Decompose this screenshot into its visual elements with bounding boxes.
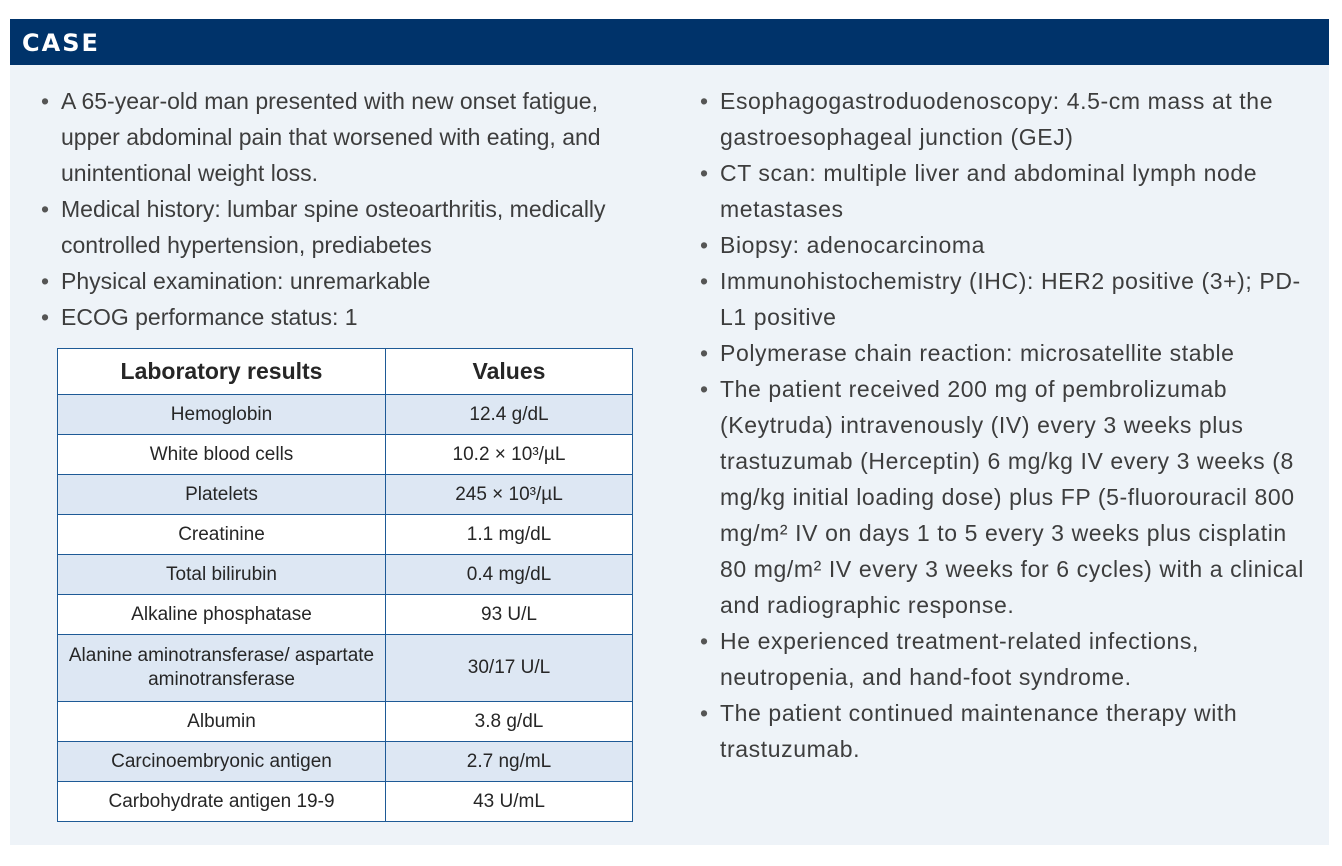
lab-test-name: Alkaline phosphatase — [58, 595, 386, 635]
lab-test-value: 12.4 g/dL — [386, 395, 633, 435]
lab-test-value: 93 U/L — [386, 595, 633, 635]
table-row — [58, 702, 633, 742]
table-row — [58, 395, 633, 435]
table-row — [58, 742, 633, 782]
lab-test-name: Hemoglobin — [58, 395, 386, 435]
bullet-adverse-events: • He experienced treatment-related infections, neutropenia, and hand-foot syndrome. — [700, 623, 1320, 695]
table-row — [58, 435, 633, 475]
bullet-ecog-status: • ECOG performance status: 1 — [41, 299, 661, 335]
case-header — [10, 19, 1329, 65]
case-card — [10, 19, 1329, 845]
lab-test-value: 245 × 10³/µL — [386, 475, 633, 515]
lab-test-name: Total bilirubin — [58, 555, 386, 595]
lab-test-name: Albumin — [58, 702, 386, 742]
bullet-medical-history: • Medical history: lumbar spine osteoarthritis, medically controlled hypertension, prediabetes — [41, 191, 661, 263]
table-row — [58, 782, 633, 822]
bullet-ihc: • Immunohistochemistry (IHC): HER2 positive (3+); PD-L1 positive — [700, 263, 1320, 335]
table-row — [58, 635, 633, 702]
bullet-presentation: • A 65-year-old man presented with new onset fatigue, upper abdominal pain that worsened with eating, and unintentional weight loss. — [41, 83, 661, 191]
lab-test-value: 10.2 × 10³/µL — [386, 435, 633, 475]
lab-test-name: Alanine aminotransferase/ aspartate aminotransferase — [58, 635, 386, 702]
bullet-ct-scan: • CT scan: multiple liver and abdominal lymph node metastases — [700, 155, 1320, 227]
bullet-pcr: • Polymerase chain reaction: microsatellite stable — [700, 335, 1320, 371]
bullet-biopsy: • Biopsy: adenocarcinoma — [700, 227, 1320, 263]
left-bullet-list — [41, 83, 661, 335]
bullet-endoscopy: • Esophagogastroduodenoscopy: 4.5-cm mass at the gastroesophageal junction (GEJ) — [700, 83, 1320, 155]
lab-results-table — [57, 348, 633, 822]
column-header-values: Values — [386, 349, 633, 395]
table-row — [58, 475, 633, 515]
lab-test-value: 2.7 ng/mL — [386, 742, 633, 782]
lab-test-value: 1.1 mg/dL — [386, 515, 633, 555]
bullet-physical-exam: • Physical examination: unremarkable — [41, 263, 661, 299]
lab-test-name: Platelets — [58, 475, 386, 515]
lab-test-value: 3.8 g/dL — [386, 702, 633, 742]
table-row — [58, 595, 633, 635]
lab-test-name: White blood cells — [58, 435, 386, 475]
case-title: CASE — [22, 29, 100, 57]
lab-test-name: Carcinoembryonic antigen — [58, 742, 386, 782]
table-row — [58, 515, 633, 555]
table-header-row — [58, 349, 633, 395]
table-row — [58, 555, 633, 595]
column-header-lab: Laboratory results — [58, 349, 386, 395]
lab-test-name: Carbohydrate antigen 19-9 — [58, 782, 386, 822]
lab-test-name: Creatinine — [58, 515, 386, 555]
lab-test-value: 43 U/mL — [386, 782, 633, 822]
bullet-treatment: • The patient received 200 mg of pembrolizumab (Keytruda) intravenously (IV) every 3 weeks plus trastuzumab (Herceptin) 6 mg/kg IV every 3 weeks (8 mg/kg initial loading dose) plus FP (5-fluorouracil 800 mg/m² IV on days 1 to 5 every 3 weeks plus cisplatin 80 mg/m² IV every 3 weeks for 6 cycles) with a clinical and radiographic response. — [700, 371, 1320, 623]
lab-test-value: 0.4 mg/dL — [386, 555, 633, 595]
bullet-maintenance: • The patient continued maintenance therapy with trastuzumab. — [700, 695, 1320, 767]
lab-test-value: 30/17 U/L — [386, 635, 633, 702]
right-bullet-list — [700, 83, 1320, 767]
